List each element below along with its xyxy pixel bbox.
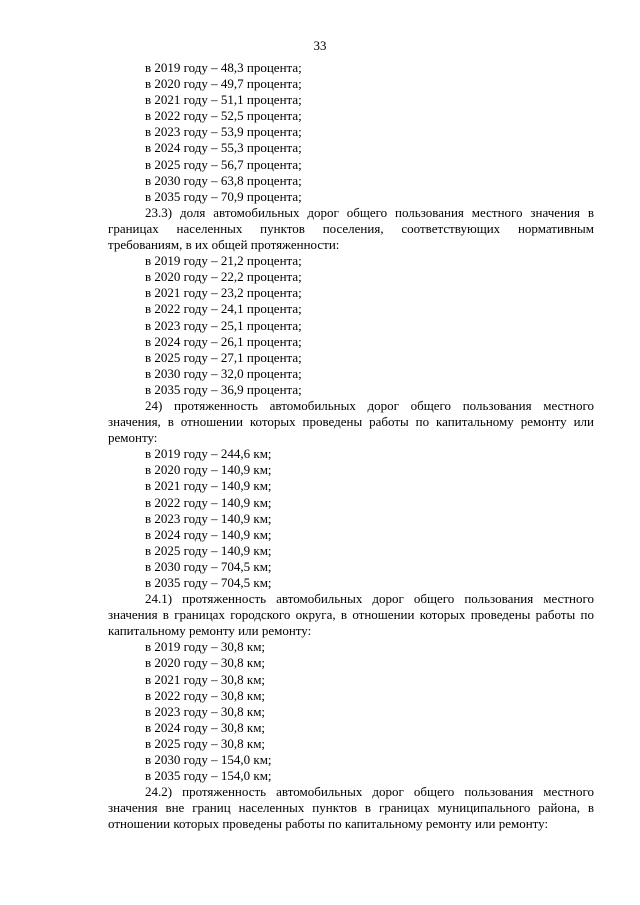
list-item: в 2024 году – 26,1 процента; <box>145 333 302 349</box>
list-item: в 2019 году – 244,6 км; <box>145 446 272 462</box>
list-item: в 2025 году – 140,9 км; <box>145 542 272 558</box>
list-item: в 2020 году – 30,8 км; <box>145 655 266 671</box>
paragraph-24-2: 24.2) протяженность автомобильных дорог общего пользования местного значения вне границ населенных пунктов в границах муниципального района, в отношении которых проведены работы по капитальному ремонту или ремонту: <box>108 784 594 832</box>
list-item: в 2020 году – 140,9 км; <box>145 462 272 478</box>
paragraph-24: 24) протяженность автомобильных дорог общего пользования местного значения, в отношении которых проведены работы по капитальному ремонту или ремонту: <box>108 397 594 446</box>
list-item: в 2020 году – 49,7 процента; <box>145 76 302 92</box>
list-item: в 2021 году – 51,1 процента; <box>145 92 302 108</box>
list-share-roads-b <box>108 253 594 398</box>
list-item: в 2030 году – 154,0 км; <box>145 752 272 768</box>
list-item: в 2022 году – 24,1 процента; <box>145 301 302 317</box>
page-number: 33 <box>313 38 327 53</box>
list-item: в 2023 году – 30,8 км; <box>145 703 266 719</box>
list-share-roads-a <box>108 60 594 205</box>
list-item: в 2025 году – 56,7 процента; <box>145 156 302 172</box>
list-item: в 2025 году – 27,1 процента; <box>145 349 302 365</box>
list-item: в 2035 году – 70,9 процента; <box>145 188 302 204</box>
list-item: в 2021 году – 30,8 км; <box>145 671 266 687</box>
list-item: в 2019 году – 21,2 процента; <box>145 253 302 269</box>
list-length-city-district <box>108 639 594 784</box>
list-length-repaired <box>108 446 594 591</box>
list-item: в 2030 году – 63,8 процента; <box>145 172 302 188</box>
list-item: в 2022 году – 140,9 км; <box>145 494 272 510</box>
paragraph-24-1: 24.1) протяженность автомобильных дорог общего пользования местного значения в границах городского округа, в отношении которых проведены работы по капитальному ремонту или ремонту: <box>108 591 594 639</box>
list-item: в 2024 году – 140,9 км; <box>145 526 272 542</box>
list-item: в 2035 году – 154,0 км; <box>145 768 272 784</box>
list-item: в 2021 году – 140,9 км; <box>145 478 272 494</box>
list-item: в 2024 году – 55,3 процента; <box>145 140 302 156</box>
list-item: в 2023 году – 53,9 процента; <box>145 124 302 140</box>
list-item: в 2022 году – 30,8 км; <box>145 687 266 703</box>
list-item: в 2025 году – 30,8 км; <box>145 735 266 751</box>
paragraph-23-3: 23.3) доля автомобильных дорог общего пользования местного значения в границах населенных пунктов поселения, соответствующих нормативным требованиям, в их общей протяженности: <box>108 204 594 253</box>
list-item: в 2024 году – 30,8 км; <box>145 719 266 735</box>
list-item: в 2020 году – 22,2 процента; <box>145 269 302 285</box>
list-item: в 2030 году – 32,0 процента; <box>145 365 302 381</box>
list-item: в 2035 году – 36,9 процента; <box>145 381 302 397</box>
list-item: в 2023 году – 140,9 км; <box>145 510 272 526</box>
list-item: в 2030 году – 704,5 км; <box>145 558 272 574</box>
list-item: в 2019 году – 30,8 км; <box>145 639 266 655</box>
list-item: в 2023 году – 25,1 процента; <box>145 317 302 333</box>
list-item: в 2021 году – 23,2 процента; <box>145 285 302 301</box>
list-item: в 2019 году – 48,3 процента; <box>145 60 302 75</box>
list-item: в 2022 году – 52,5 процента; <box>145 108 302 124</box>
document-body <box>108 60 594 833</box>
list-item: в 2035 году – 704,5 км; <box>145 575 272 590</box>
